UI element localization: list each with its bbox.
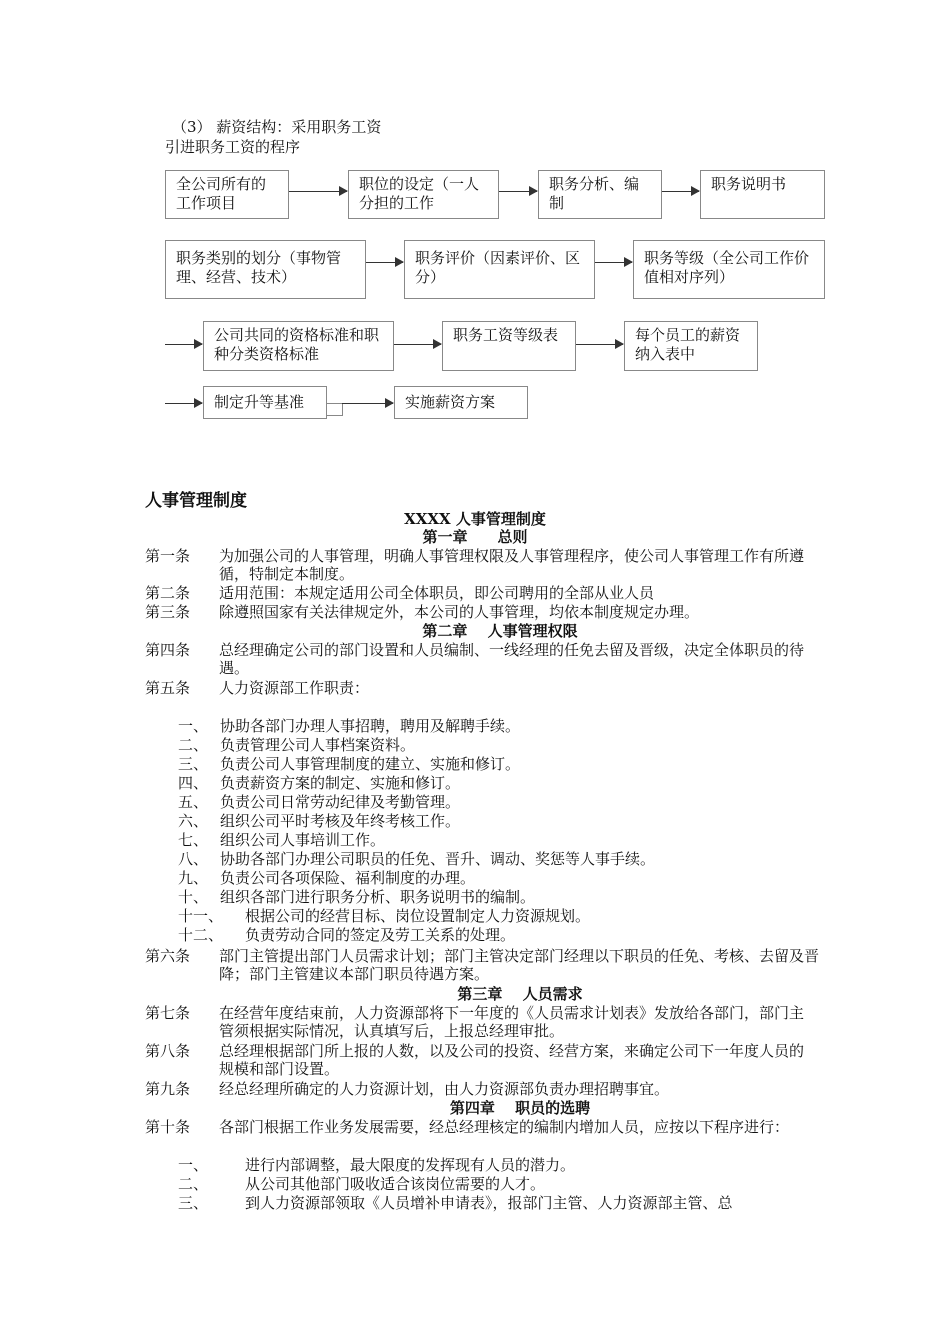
duty-text: 协助各部门办理人事招聘，聘用及解聘手续。 bbox=[220, 717, 521, 735]
flow-arrow bbox=[499, 191, 537, 192]
flow-arrow bbox=[165, 344, 202, 345]
step-text: 从公司其他部门吸收适合该岗位需要的人才。 bbox=[245, 1175, 546, 1193]
duty-text: 负责薪资方案的制定、实施和修订。 bbox=[220, 774, 461, 792]
flow-connector bbox=[327, 403, 343, 416]
article-text: 除遵照国家有关法律规定外，本公司的人事管理，均依本制度规定办理。 bbox=[219, 603, 700, 621]
duty-number: 七、 bbox=[178, 831, 209, 849]
step-number: 一、 bbox=[178, 1156, 209, 1174]
article-number: 第二条 bbox=[145, 584, 191, 602]
duty-text: 负责公司日常劳动纪律及考勤管理。 bbox=[220, 793, 461, 811]
flow-box-qualification-standard: 公司共同的资格标准和职种分类资格标准 bbox=[203, 321, 394, 371]
doc-title: XXXX 人事管理制度 bbox=[404, 510, 546, 528]
article-text: 各部门根据工作业务发展需要，经总经理核定的编制内增加人员，应按以下程序进行： bbox=[219, 1118, 790, 1136]
chapter-4-title: 第四章 职员的选聘 bbox=[449, 1099, 591, 1117]
duty-text: 根据公司的经营目标、岗位设置制定人力资源规划。 bbox=[245, 907, 591, 925]
flow-box-promotion-standard: 制定升等基准 bbox=[203, 386, 327, 419]
article-number: 第三条 bbox=[145, 603, 191, 621]
step-text: 到人力资源部领取《人员增补申请表》，报部门主管、人力资源部主管、总 bbox=[245, 1194, 733, 1212]
step-text: 进行内部调整，最大限度的发挥现有人员的潜力。 bbox=[245, 1156, 576, 1174]
duty-text: 组织公司人事培训工作。 bbox=[220, 831, 386, 849]
flow-arrow bbox=[289, 191, 347, 192]
article-text: 为加强公司的人事管理，明确人事管理权限及人事管理程序，使公司人事管理工作有所遵循，特制定本制度。 bbox=[219, 547, 805, 583]
chapter-2-title: 第二章 人事管理权限 bbox=[422, 622, 578, 640]
flow-arrow bbox=[662, 191, 699, 192]
article-number: 第九条 bbox=[145, 1080, 191, 1098]
article-number: 第四条 bbox=[145, 641, 191, 659]
duty-number: 十二、 bbox=[178, 926, 224, 944]
duty-text: 负责管理公司人事档案资料。 bbox=[220, 736, 416, 754]
duty-number: 十一、 bbox=[178, 907, 224, 925]
duty-number: 三、 bbox=[178, 755, 209, 773]
flow-box-job-description: 职务说明书 bbox=[700, 170, 825, 219]
duty-number: 一、 bbox=[178, 717, 209, 735]
duty-text: 负责公司人事管理制度的建立、实施和修订。 bbox=[220, 755, 521, 773]
duty-text: 组织公司平时考核及年终考核工作。 bbox=[220, 812, 461, 830]
duty-number: 十、 bbox=[178, 888, 209, 906]
section-heading: 人事管理制度 bbox=[145, 491, 247, 511]
flow-box-employee-salary: 每个员工的薪资纳入表中 bbox=[624, 321, 758, 371]
flow-box-all-work-items: 全公司所有的工作项目 bbox=[165, 170, 289, 219]
duty-text: 负责劳动合同的签定及劳工关系的处理。 bbox=[245, 926, 516, 944]
duty-number: 八、 bbox=[178, 850, 209, 868]
article-number: 第一条 bbox=[145, 547, 191, 565]
article-text: 总经理确定公司的部门设置和人员编制、一线经理的任免去留及晋级，决定全体职员的待遇。 bbox=[219, 641, 805, 677]
flow-box-salary-grade-table: 职务工资等级表 bbox=[442, 321, 576, 371]
step-number: 三、 bbox=[178, 1194, 209, 1212]
flow-box-position-setting: 职位的设定（一人分担的工作 bbox=[348, 170, 499, 219]
step-number: 二、 bbox=[178, 1175, 209, 1193]
duty-text: 负责公司各项保险、福利制度的办理。 bbox=[220, 869, 476, 887]
duty-number: 四、 bbox=[178, 774, 209, 792]
chapter-3-title: 第三章 人员需求 bbox=[457, 985, 583, 1003]
duty-text: 组织各部门进行职务分析、职务说明书的编制。 bbox=[220, 888, 536, 906]
article-text: 人力资源部工作职责： bbox=[219, 679, 370, 697]
flow-box-job-grade: 职务等级（全公司工作价值相对序列） bbox=[633, 240, 825, 299]
chapter-1-title: 第一章 总则 bbox=[422, 528, 528, 546]
salary-structure-line: （3） 薪资结构：采用职务工资 bbox=[172, 118, 382, 136]
flow-box-job-analysis: 职务分析、编制 bbox=[538, 170, 662, 219]
flow-arrow bbox=[394, 344, 441, 345]
flow-box-job-evaluation: 职务评价（因素评价、区分） bbox=[404, 240, 595, 299]
duty-text: 协助各部门办理公司职员的任免、晋升、调动、奖惩等人事手续。 bbox=[220, 850, 656, 868]
article-text: 经总经理所确定的人力资源计划，由人力资源部负责办理招聘事宜。 bbox=[219, 1080, 670, 1098]
flow-box-implement-salary: 实施薪资方案 bbox=[394, 386, 528, 419]
article-text: 总经理根据部门所上报的人数，以及公司的投资、经营方案，来确定公司下一年度人员的规模和部门设置。 bbox=[219, 1042, 805, 1078]
article-text: 在经营年度结束前，人力资源部将下一年度的《人员需求计划表》发放给各部门，部门主管须根据实际情况，认真填写后，上报总经理审批。 bbox=[219, 1004, 805, 1040]
article-text: 部门主管提出部门人员需求计划；部门主管决定部门经理以下职员的任免、考核、去留及晋降；部门主管建议本部门职员待遇方案。 bbox=[219, 947, 820, 983]
article-number: 第七条 bbox=[145, 1004, 191, 1022]
article-number: 第六条 bbox=[145, 947, 191, 965]
flow-arrow bbox=[576, 344, 623, 345]
flow-arrow bbox=[342, 403, 393, 404]
flow-box-job-category: 职务类别的划分（事物管理、经营、技术） bbox=[165, 240, 366, 299]
flow-arrow bbox=[165, 403, 202, 404]
article-number: 第五条 bbox=[145, 679, 191, 697]
article-text: 适用范围：本规定适用公司全体职员，即公司聘用的全部从业人员 bbox=[219, 584, 655, 602]
procedure-title: 引进职务工资的程序 bbox=[165, 138, 301, 156]
duty-number: 二、 bbox=[178, 736, 209, 754]
flow-arrow bbox=[595, 262, 632, 263]
flow-arrow bbox=[366, 262, 403, 263]
article-number: 第八条 bbox=[145, 1042, 191, 1060]
duty-number: 九、 bbox=[178, 869, 209, 887]
article-number: 第十条 bbox=[145, 1118, 191, 1136]
duty-number: 六、 bbox=[178, 812, 209, 830]
duty-number: 五、 bbox=[178, 793, 209, 811]
